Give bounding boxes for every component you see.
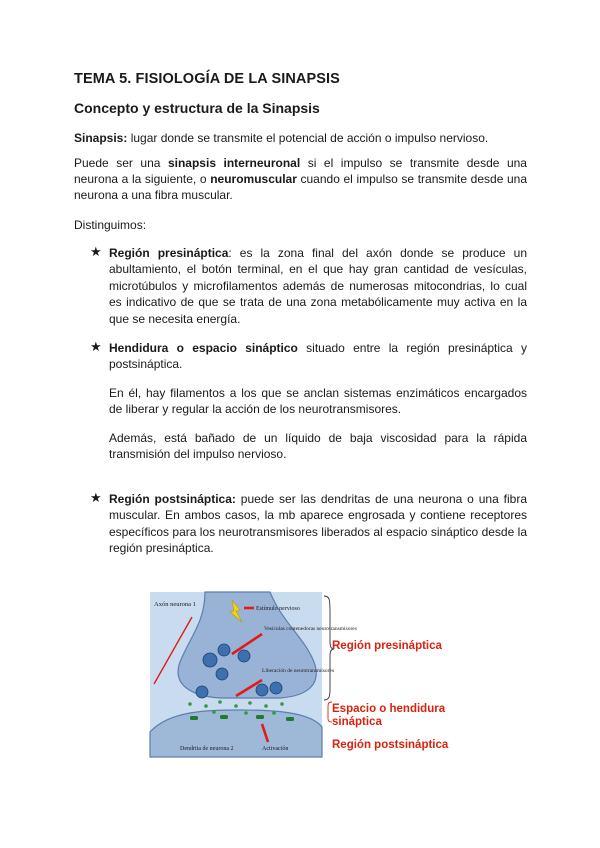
definition-text: lugar donde se transmite el potencial de acción o impulso nervioso.	[127, 131, 489, 145]
neurotransmitter-dot	[272, 711, 276, 715]
star-icon: ★	[90, 490, 102, 505]
bullet-postsynaptic	[90, 491, 527, 557]
receptor	[190, 716, 198, 720]
bullet-body: puede ser las dendritas de una neurona o una fibra muscular. En ambos casos, la mb aparece engrosada y contiene receptores específicos para los neurotransmisores liberados al espacio sináptico desde la región presináptica.	[109, 492, 528, 556]
vesicle	[270, 682, 282, 694]
vesicle	[238, 650, 250, 662]
vesicle	[218, 644, 230, 656]
bullet-presynaptic	[90, 245, 527, 327]
label-activation: Activación	[262, 746, 289, 752]
neurotransmitter-dot	[204, 704, 208, 708]
label-axon	[154, 601, 196, 608]
label-axon-text: Axón neurona 1	[154, 601, 196, 608]
neurotransmitter-dot	[280, 702, 284, 706]
label-stimulus: Estímulo nervioso	[256, 606, 300, 612]
neurotransmitter-dot	[244, 711, 248, 715]
bullet-cleft	[90, 340, 527, 462]
paragraph-synapse-types	[74, 155, 527, 203]
label-release: Liberación de neurotransmisores	[262, 668, 335, 674]
term-interneuronal: sinapsis interneuronal	[167, 156, 301, 170]
bullet-body: : es la zona final del axón donde se produce un abultamiento, el botón terminal, en el que hay gran cantidad de vesículas, microtúbulos y microfilamentos además de numerosas mitocondrias, lo cual es indicativo de que se trata de una zona metabólicamente muy activa en la que se necesita energía.	[109, 246, 527, 326]
term-cleft: Hendidura o espacio sináptico	[109, 341, 298, 355]
paragraph-synapse-definition	[74, 130, 527, 146]
label-dendrite: Dendrita de neurona 2	[180, 746, 234, 752]
section-subtitle: Concepto y estructura de la Sinapsis	[74, 100, 320, 116]
term-neuromuscular: neuromuscular	[210, 172, 297, 186]
label-postsynaptic-region: Región postsináptica	[332, 739, 449, 751]
receptor	[256, 715, 264, 719]
page-title: TEMA 5. FISIOLOGÍA DE LA SINAPSIS	[74, 71, 340, 87]
text-segment: si el impulso se transmite desde una neurona a la siguiente, o	[74, 156, 527, 186]
term-synapse: Sinapsis:	[74, 131, 128, 145]
paragraph-distinguish: Distinguimos:	[74, 218, 147, 232]
vesicle	[256, 684, 268, 696]
term-postsynaptic: Región postsináptica:	[109, 492, 236, 506]
star-icon: ★	[90, 339, 102, 354]
label-presynaptic-region: Región presináptica	[332, 640, 442, 652]
text-segment: cuando el impulso se transmite desde una neurona a una fibra muscular.	[74, 172, 528, 202]
term-presynaptic: Región presináptica	[109, 246, 229, 260]
vesicle	[203, 653, 217, 667]
neurotransmitter-dot	[218, 700, 222, 704]
bullet-body: situado entre la región presináptica y postsináptica.	[109, 341, 527, 372]
bullet-text	[109, 340, 527, 373]
neurotransmitter-dot	[234, 704, 238, 708]
dendrite-shape	[150, 710, 322, 757]
neurotransmitter-dot	[264, 704, 268, 708]
neurotransmitter-dot	[212, 710, 216, 714]
receptor	[286, 717, 294, 721]
bullet-subparagraph: Además, está bañado de un líquido de baja viscosidad para la rápida transmisión del impulso nervioso.	[109, 430, 527, 462]
bullet-text	[109, 245, 527, 327]
neurotransmitter-dot	[248, 701, 252, 705]
star-icon: ★	[90, 244, 102, 259]
synapse-diagram	[150, 592, 357, 757]
vesicle	[196, 686, 208, 698]
bullet-subparagraph: En él, hay filamentos a los que se anclan sistemas enzimáticos encargados de liberar y regular la acción de los neurotransmisores.	[109, 385, 527, 417]
brace-markers	[322, 594, 336, 754]
text-segment: Puede ser una	[74, 156, 168, 170]
vesicle	[216, 668, 228, 680]
label-synaptic-cleft: Espacio o hendidura sináptica	[332, 703, 446, 728]
neurotransmitter-dot	[188, 702, 192, 706]
label-vesicles: Vesículas contenedoras neurotransmisores	[264, 626, 357, 632]
bullet-text	[109, 491, 527, 557]
receptor	[220, 715, 228, 719]
